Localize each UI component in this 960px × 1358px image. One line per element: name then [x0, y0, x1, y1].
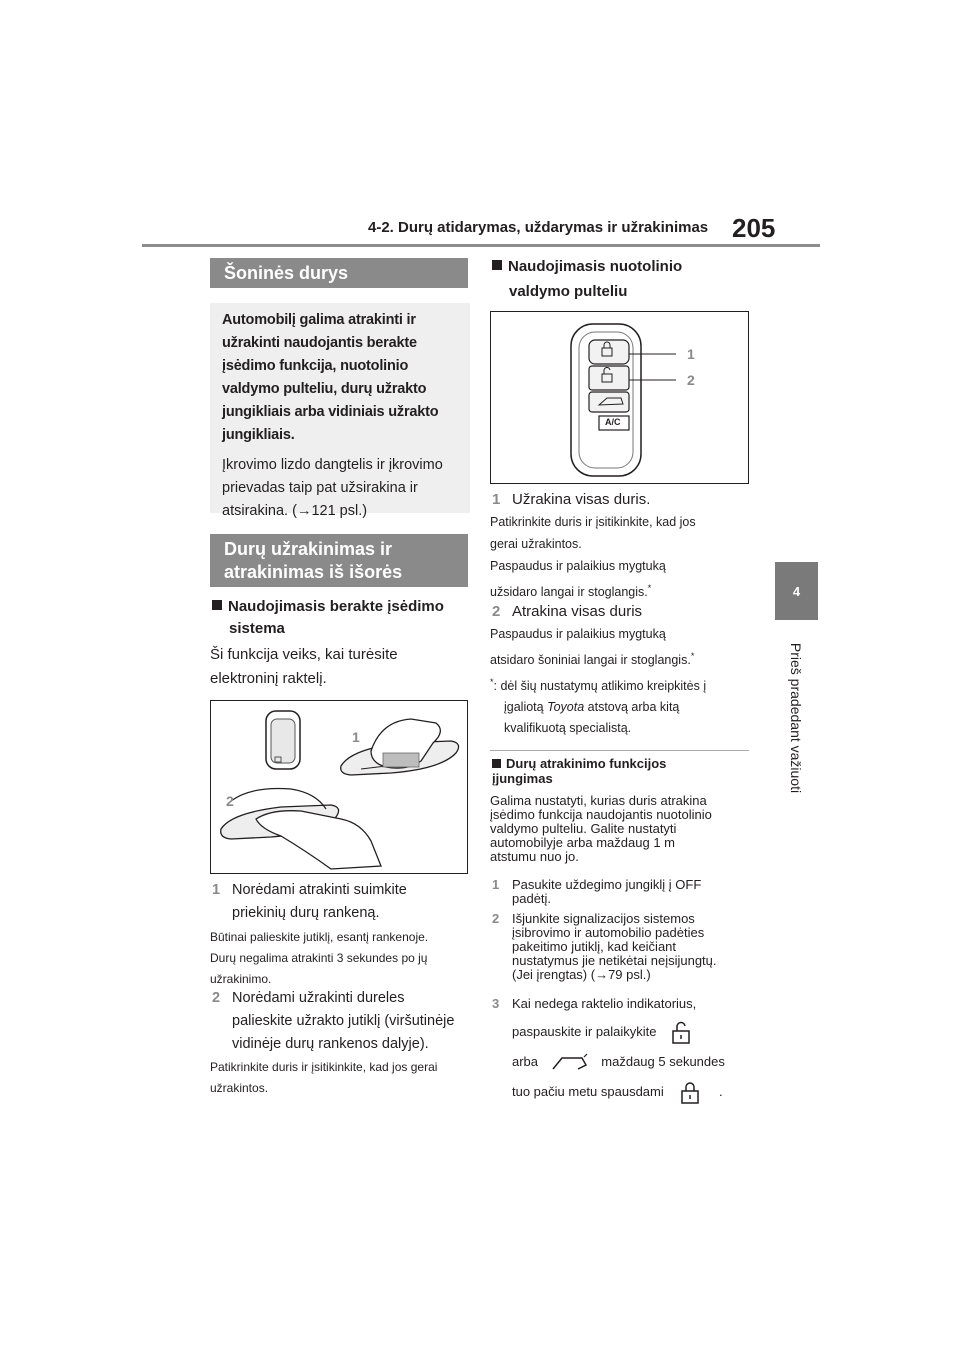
- back-door-icon: [550, 1053, 590, 1073]
- square-bullet-icon: [212, 600, 222, 610]
- unlock-step-3: 3 Kai nedega raktelio indikatorius, paspauskite ir palaikykite arba maždaug 5 sekundes tuo pačiu metu spausdami .: [492, 996, 752, 1107]
- unlock-icon: [670, 1021, 692, 1045]
- unlock-step-2: 2 Išjunkite signalizacijos sistemos įsibrovimo ir automobilio padėties pakeitimo jutiklį, kad keičiant nustatymus jie netikėtai neįsijungtų. (Jei įrengtas) (→79 psl.): [492, 911, 717, 982]
- divider: [490, 750, 749, 751]
- subhead-remote: Naudojimasis nuotolinio valdymo pulteliu: [492, 256, 682, 303]
- intro-normal-1: prievadas taip pat užsirakina ir: [222, 480, 418, 496]
- figure-smart-entry: [210, 700, 468, 874]
- intro-bold-2: įsėdimo funkcija, nuotolinio: [222, 358, 409, 374]
- intro-bold-5: jungikliais.: [222, 427, 295, 443]
- step-unlock: 1 Norėdami atrakinti suimkite priekinių durų rankeną.: [212, 882, 407, 921]
- figure-remote: [490, 311, 749, 484]
- heading2-line2: atrakinimas iš išorės: [224, 562, 403, 582]
- footnote: *: dėl šių nustatymų atlikimo kreipkitės į įgaliotą Toyota atstovą arba kitą kvalifikuotą specialistą.: [490, 677, 707, 736]
- fig-label-2: 2: [226, 793, 234, 809]
- heading2-line1: Durų užrakinimas ir: [224, 539, 393, 559]
- fig-label-1: 1: [687, 346, 695, 362]
- chapter-title: Prieš pradedant važiuoti: [788, 642, 804, 794]
- intro-normal-2: atsirakina. (→121 psl.): [222, 503, 368, 519]
- note-unlock: Būtinai palieskite jutiklį, esantį rankenoje. Durų negalima atrakinti 3 sekundes po jų užrakinimo.: [210, 930, 429, 986]
- remote-step-lock-note: Patikrinkite duris ir įsitikinkite, kad jos gerai užrakintos. Paspaudus ir palaikius mygtuką užsidaro langai ir stoglangis.*: [490, 515, 696, 600]
- intro-bold-1: užrakinti naudojantis berakte: [222, 335, 417, 351]
- square-bullet-icon: [492, 759, 501, 768]
- note-lock: Patikrinkite duris ir įsitikinkite, kad jos gerai užrakintos.: [210, 1060, 438, 1095]
- subhead-smart-entry: Naudojimasis berakte įsėdimo sistema: [212, 596, 444, 640]
- page-number: 205: [732, 213, 776, 243]
- remote-ac-label: A/C: [605, 417, 621, 427]
- heading-outside-lock: [210, 534, 468, 586]
- header-rule: [142, 244, 820, 247]
- intro-bold-4: jungikliais arba vidiniais užrakto: [222, 404, 439, 420]
- step-lock: 2 Norėdami užrakinti dureles palieskite užrakto jutiklį (viršutinėje vidinėje durų rankenos dalyje).: [212, 990, 455, 1052]
- square-bullet-icon: [492, 260, 502, 270]
- remote-step-unlock-note: Paspaudus ir palaikius mygtuką atsidaro šoniniai langai ir stoglangis.*: [490, 627, 695, 668]
- remote-key-illustration: [491, 312, 748, 483]
- intro-normal-0: Įkrovimo lizdo dangtelis ir įkrovimo: [222, 457, 443, 473]
- door-handle-illustration: [211, 701, 467, 873]
- chapter-tab: 4: [775, 562, 818, 620]
- remote-step-unlock: 2 Atrakina visas duris: [492, 603, 643, 620]
- intro-bold-0: Automobilį galima atrakinti ir: [222, 312, 416, 328]
- unlock-step-1: 1 Pasukite uždegimo jungiklį į OFF padėtį.: [492, 877, 702, 906]
- intro-box: [210, 303, 470, 519]
- heading-side-doors: Šoninės durys: [210, 258, 468, 288]
- heading2-rule: [210, 586, 468, 587]
- intro-bold-3: valdymo pulteliu, durų užrakto: [222, 381, 427, 397]
- unlock-function-para: Galima nustatyti, kurias duris atrakina įsėdimo funkcija naudojantis nuotolinio valdymo pulteliu. Galite nustatyti automobilyje arba maždaug 1 m atstumu nuo jo.: [490, 793, 712, 864]
- fig-label-2: 2: [687, 372, 695, 388]
- lock-icon: [679, 1081, 701, 1105]
- remote-step-lock: 1 Užrakina visas duris.: [492, 491, 651, 508]
- smart-entry-body: Ši funkcija veiks, kai turėsite elektroninį raktelį.: [210, 646, 398, 687]
- section-title: 4-2. Durų atidarymas, uždarymas ir užrakinimas: [368, 219, 709, 236]
- subhead-unlock-function: Durų atrakinimo funkcijos įjungimas: [492, 756, 667, 786]
- fig-label-1: 1: [352, 729, 360, 745]
